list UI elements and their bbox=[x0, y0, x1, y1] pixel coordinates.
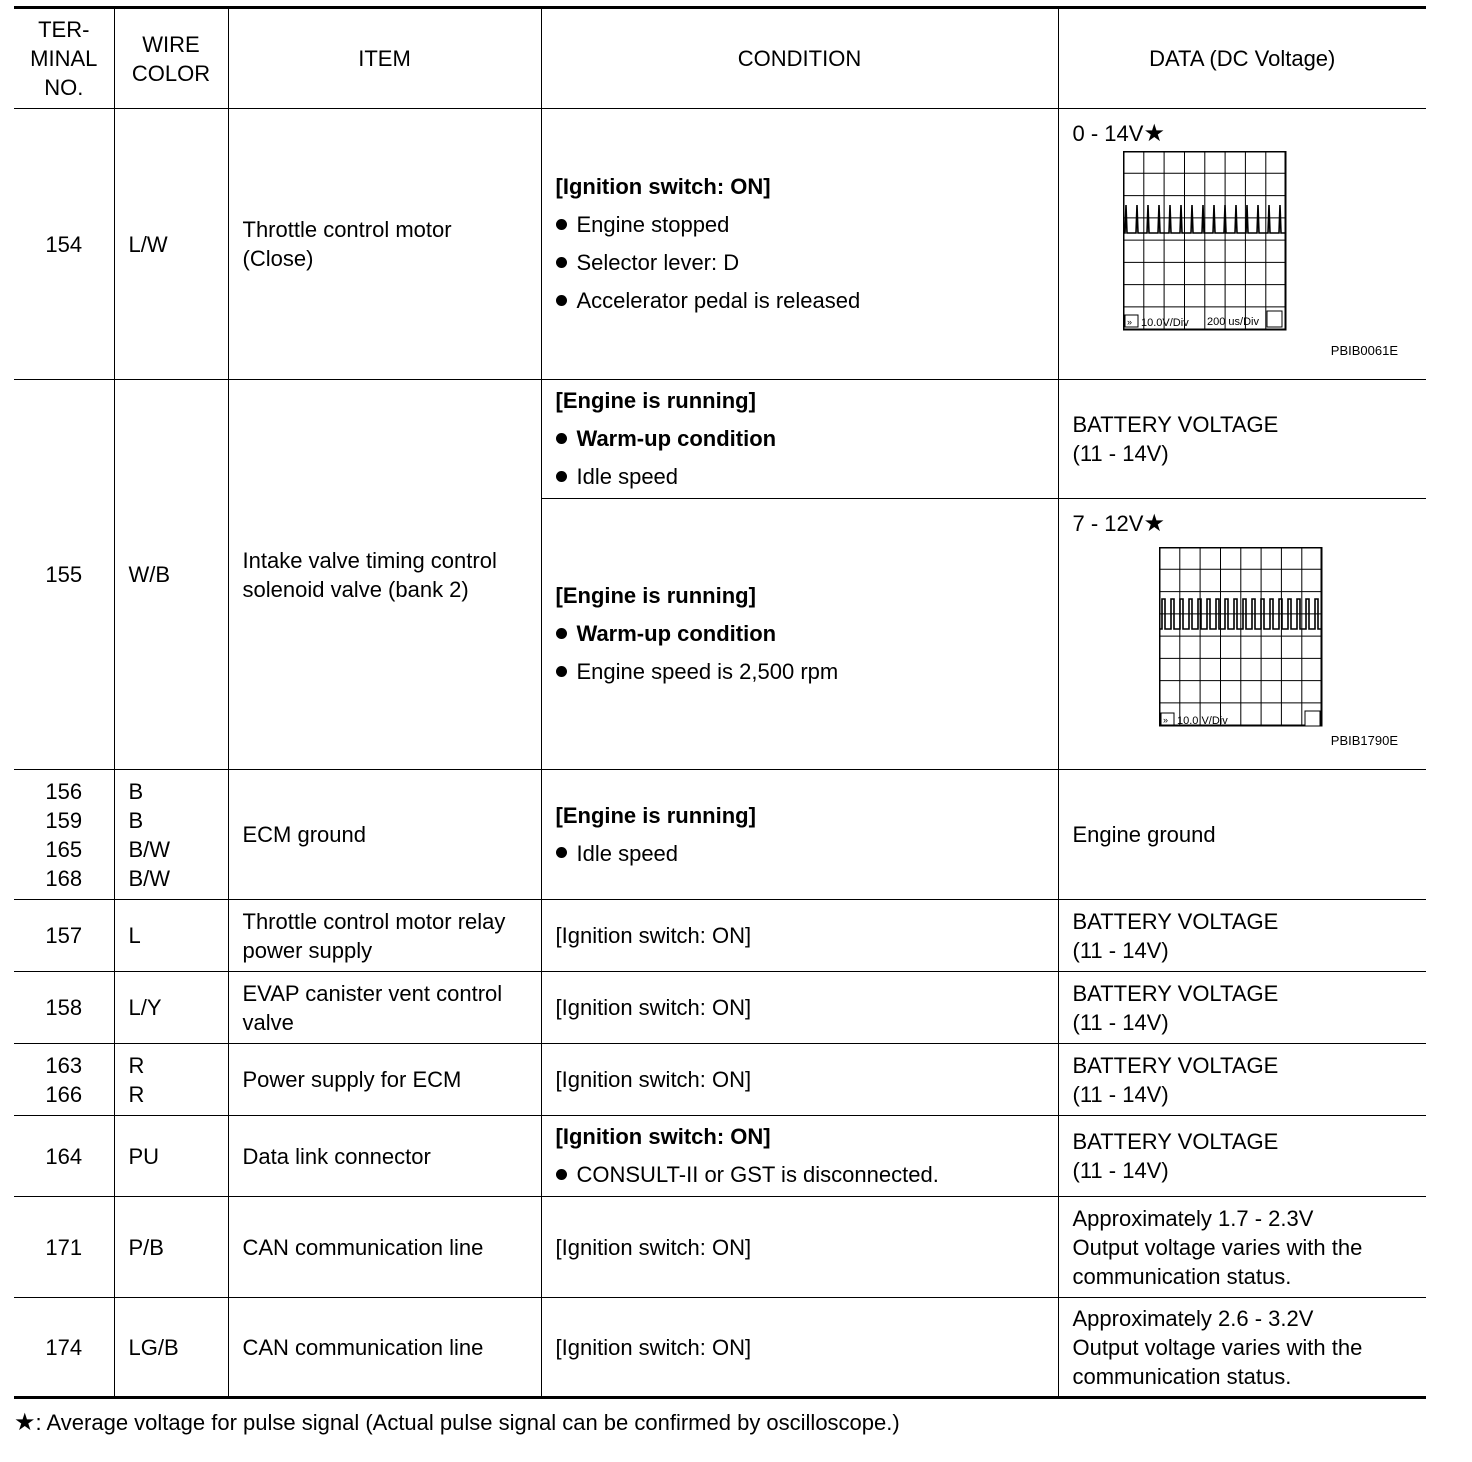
wire-color: B B B/W B/W bbox=[114, 770, 228, 900]
header-row bbox=[14, 8, 1426, 109]
condition bbox=[541, 109, 1058, 380]
data-value: 0 - 14V★ bbox=[1072, 120, 1165, 147]
terminal-no: 174 bbox=[14, 1298, 114, 1398]
wire-color: L/Y bbox=[114, 972, 228, 1044]
header-wire-color: WIRE COLOR bbox=[114, 8, 228, 109]
item: Throttle control motor (Close) bbox=[228, 109, 541, 380]
wire-color: R R bbox=[114, 1044, 228, 1116]
wire-color: L/W bbox=[114, 109, 228, 380]
condition-title: [Ignition switch: ON] bbox=[541, 1298, 1058, 1398]
star-icon: ★ bbox=[14, 1409, 36, 1436]
condition-title: [Ignition switch: ON] bbox=[555, 174, 771, 199]
bullet-icon bbox=[556, 471, 567, 482]
data-value: 7 - 12V★ bbox=[1072, 510, 1165, 537]
terminal-no: 171 bbox=[14, 1197, 114, 1298]
wire-color: LG/B bbox=[114, 1298, 228, 1398]
svg-text:»: » bbox=[1162, 715, 1168, 725]
terminal-no: 157 bbox=[14, 900, 114, 972]
condition-bullet: Warm-up condition bbox=[556, 615, 1044, 653]
table-row bbox=[14, 109, 1426, 380]
condition-title: [Engine is running] bbox=[555, 583, 756, 608]
scope-scale: 10.0 V/Div bbox=[1176, 715, 1228, 727]
data-value: BATTERY VOLTAGE (11 - 14V) bbox=[1058, 1044, 1426, 1116]
condition-bullet: Accelerator pedal is released bbox=[556, 282, 1044, 320]
table-row bbox=[14, 380, 1426, 499]
table-row bbox=[14, 1197, 1426, 1298]
condition-title: [Ignition switch: ON] bbox=[555, 1124, 771, 1149]
item: EVAP canister vent control valve bbox=[228, 972, 541, 1044]
bullet-icon bbox=[556, 433, 567, 444]
condition-bullet: Idle speed bbox=[556, 458, 1044, 496]
scope-timebase: 200 us/Div bbox=[1206, 316, 1259, 328]
oscilloscope-waveform-1 bbox=[1123, 151, 1288, 333]
condition-bullet: Selector lever: D bbox=[556, 244, 1044, 282]
table-row bbox=[14, 1044, 1426, 1116]
bullet-icon bbox=[556, 257, 567, 268]
wire-color: P/B bbox=[114, 1197, 228, 1298]
terminal-no: 163 166 bbox=[14, 1044, 114, 1116]
star-icon: ★ bbox=[1143, 120, 1165, 147]
data-scope bbox=[1058, 499, 1426, 770]
data-value: Approximately 1.7 - 2.3V Output voltage varies with the communication status. bbox=[1058, 1197, 1426, 1298]
condition-title: [Ignition switch: ON] bbox=[541, 1044, 1058, 1116]
header-item: ITEM bbox=[228, 8, 541, 109]
terminal-no: 156 159 165 168 bbox=[14, 770, 114, 900]
oscilloscope-waveform-2 bbox=[1159, 547, 1325, 729]
condition-title: [Engine is running] bbox=[555, 802, 756, 828]
data-value: BATTERY VOLTAGE (11 - 14V) bbox=[1058, 1116, 1426, 1197]
condition bbox=[541, 499, 1058, 770]
item: Data link connector bbox=[228, 1116, 541, 1197]
data-scope bbox=[1058, 109, 1426, 380]
svg-text:»: » bbox=[1126, 317, 1132, 327]
terminal-no: 154 bbox=[14, 109, 114, 380]
spec-table-container bbox=[14, 6, 1426, 1399]
header-data: DATA (DC Voltage) bbox=[1058, 8, 1426, 109]
item: Power supply for ECM bbox=[228, 1044, 541, 1116]
terminal-no: 158 bbox=[14, 972, 114, 1044]
table-row bbox=[14, 770, 1426, 900]
data-value: BATTERY VOLTAGE (11 - 14V) bbox=[1058, 380, 1426, 499]
table-row bbox=[14, 900, 1426, 972]
wire-color: W/B bbox=[114, 380, 228, 770]
data-value: Engine ground bbox=[1058, 770, 1426, 900]
item: Intake valve timing control solenoid valve (bank 2) bbox=[228, 380, 541, 770]
terminal-spec-table bbox=[14, 6, 1426, 1399]
star-icon: ★ bbox=[1143, 510, 1165, 537]
bullet-icon bbox=[556, 219, 567, 230]
terminal-no: 164 bbox=[14, 1116, 114, 1197]
condition-title: [Ignition switch: ON] bbox=[541, 900, 1058, 972]
bullet-icon bbox=[556, 295, 567, 306]
bullet-icon bbox=[556, 1169, 567, 1180]
condition bbox=[541, 380, 1058, 499]
data-value: BATTERY VOLTAGE (11 - 14V) bbox=[1058, 972, 1426, 1044]
condition bbox=[541, 1116, 1058, 1197]
condition-bullet: Engine speed is 2,500 rpm bbox=[556, 653, 1044, 691]
bullet-icon bbox=[556, 666, 567, 677]
wire-color: L bbox=[114, 900, 228, 972]
footnote bbox=[14, 1408, 900, 1437]
table-row bbox=[14, 972, 1426, 1044]
item: Throttle control motor relay power supply bbox=[228, 900, 541, 972]
footnote-text: : Average voltage for pulse signal (Actual pulse signal can be confirmed by oscilloscope.) bbox=[35, 1410, 900, 1435]
wire-color: PU bbox=[114, 1116, 228, 1197]
condition-bullet: CONSULT-II or GST is disconnected. bbox=[556, 1156, 1044, 1194]
data-value: BATTERY VOLTAGE (11 - 14V) bbox=[1058, 900, 1426, 972]
condition bbox=[541, 770, 1058, 900]
condition-bullet: Idle speed bbox=[556, 835, 1044, 873]
scope-scale: 10.0V/Div bbox=[1140, 317, 1189, 329]
terminal-no: 155 bbox=[14, 380, 114, 770]
figure-code: PBIB1790E bbox=[1330, 733, 1398, 748]
table-row bbox=[14, 1298, 1426, 1398]
condition-title: [Engine is running] bbox=[555, 388, 756, 413]
table-row bbox=[14, 1116, 1426, 1197]
item: ECM ground bbox=[228, 770, 541, 900]
data-value: Approximately 2.6 - 3.2V Output voltage varies with the communication status. bbox=[1058, 1298, 1426, 1398]
bullet-icon bbox=[556, 628, 567, 639]
header-condition: CONDITION bbox=[541, 8, 1058, 109]
condition-bullet: Warm-up condition bbox=[556, 420, 1044, 458]
header-terminal: TER- MINAL NO. bbox=[14, 8, 114, 109]
item: CAN communication line bbox=[228, 1298, 541, 1398]
figure-code: PBIB0061E bbox=[1330, 343, 1398, 358]
condition-title: [Ignition switch: ON] bbox=[541, 1197, 1058, 1298]
condition-title: [Ignition switch: ON] bbox=[541, 972, 1058, 1044]
condition-bullet: Engine stopped bbox=[556, 206, 1044, 244]
bullet-icon bbox=[556, 847, 567, 858]
item: CAN communication line bbox=[228, 1197, 541, 1298]
